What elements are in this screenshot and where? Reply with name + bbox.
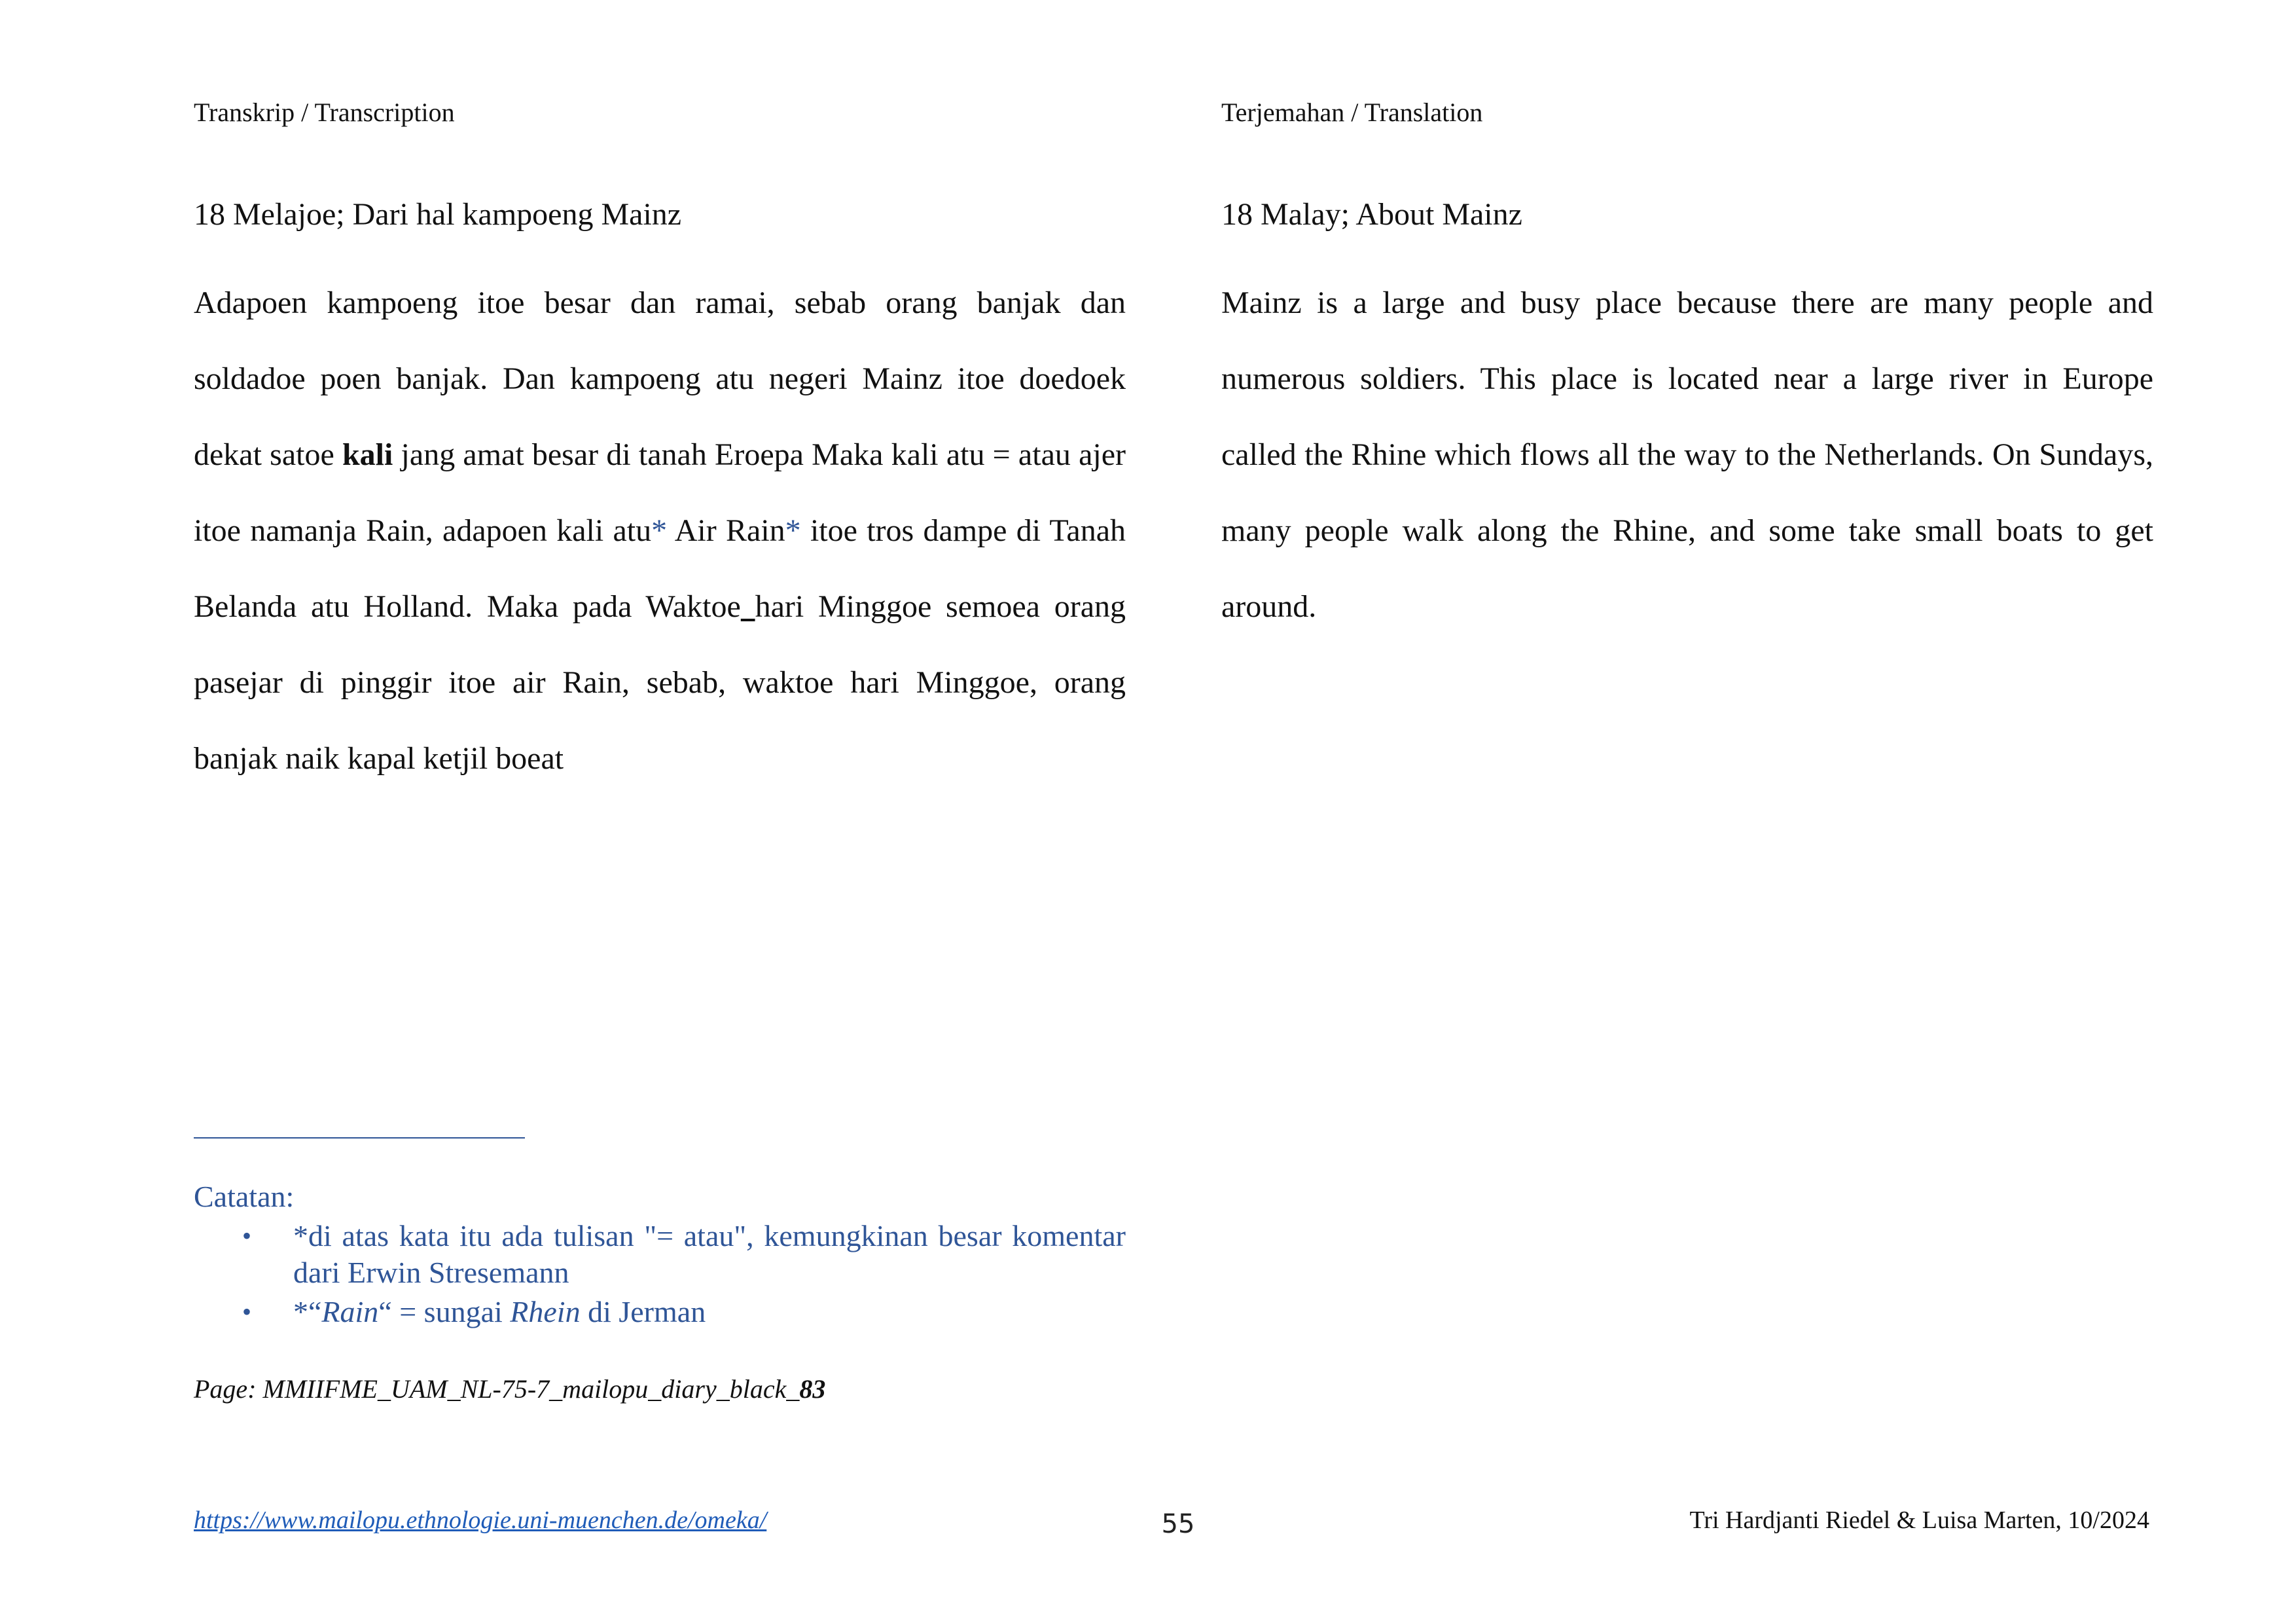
- notes-list: [194, 1218, 1126, 1330]
- asterisk-marker-1: *: [651, 513, 668, 548]
- translation-column: [1221, 190, 2153, 645]
- transcription-text-1: Adapoen kampoeng itoe besar dan ramai, sebab orang banjak dan soldadoe poen banjak. Dan kampoeng atu negeri Mainz itoe doedoek dekat satoe: [194, 285, 1126, 472]
- transcription-title: 18 Melajoe; Dari hal kampoeng Mainz: [194, 197, 682, 232]
- note-2-suffix: di Jerman: [580, 1295, 706, 1328]
- page-reference: [194, 1374, 825, 1404]
- page-ref-number: 83: [799, 1374, 826, 1404]
- underscore-mark: [741, 589, 755, 624]
- transcription-body: [194, 265, 1126, 797]
- transcription-column: [194, 190, 1126, 797]
- note-2-mid: “ = sungai: [378, 1295, 511, 1328]
- translation-title: 18 Malay; About Mainz: [1221, 197, 1522, 232]
- transcription-text-4: itoe tros dampe di Tanah Belanda atu Holland. Maka pada Waktoe: [194, 513, 1126, 624]
- footer-credit: Tri Hardjanti Riedel & Luisa Marten, 10/2024: [1689, 1506, 2149, 1534]
- bold-word-kali: kali: [342, 437, 393, 472]
- note-item-1: • *di atas kata itu ada tulisan "= atau", kemungkinan besar komentar dari Erwin Stresemann: [293, 1218, 1126, 1291]
- transcription-text-3: Air Rain: [667, 513, 785, 548]
- transcription-header: Transkrip / Transcription: [194, 98, 455, 127]
- page-ref-prefix: Page: MMIIFME_UAM_NL-75-7_mailopu_diary_black_: [194, 1374, 800, 1404]
- notes-section: [194, 1176, 1126, 1333]
- note-2-rhein: Rhein: [510, 1295, 581, 1328]
- notes-label: Catatan:: [194, 1180, 295, 1213]
- asterisk-marker-2: *: [785, 513, 801, 548]
- page-number: 55: [1161, 1509, 1195, 1539]
- note-2-prefix: *“: [293, 1295, 322, 1328]
- translation-body: Mainz is a large and busy place because there are many people and numerous soldiers. This place is located near a large river in Europe called the Rhine which flows all the way to the Netherlands. On Sundays, many people walk along the Rhine, and some take small boats to get around.: [1221, 285, 2153, 624]
- note-2-rain: Rain: [321, 1295, 379, 1328]
- footnote-divider: [194, 1137, 525, 1139]
- note-item-2: [293, 1294, 1126, 1330]
- translation-header: Terjemahan / Translation: [1221, 98, 1483, 127]
- footer-link[interactable]: https://www.mailopu.ethnologie.uni-muenchen.de/omeka/: [194, 1506, 767, 1534]
- transcription-text-2: jang amat besar di tanah Eroepa Maka kali atu = atau ajer itoe namanja Rain, adapoen kali atu: [194, 437, 1126, 548]
- transcription-text-5: hari Minggoe semoea orang pasejar di pinggir itoe air Rain, sebab, waktoe hari Minggoe, orang banjak naik kapal ketjil boeat: [194, 589, 1126, 776]
